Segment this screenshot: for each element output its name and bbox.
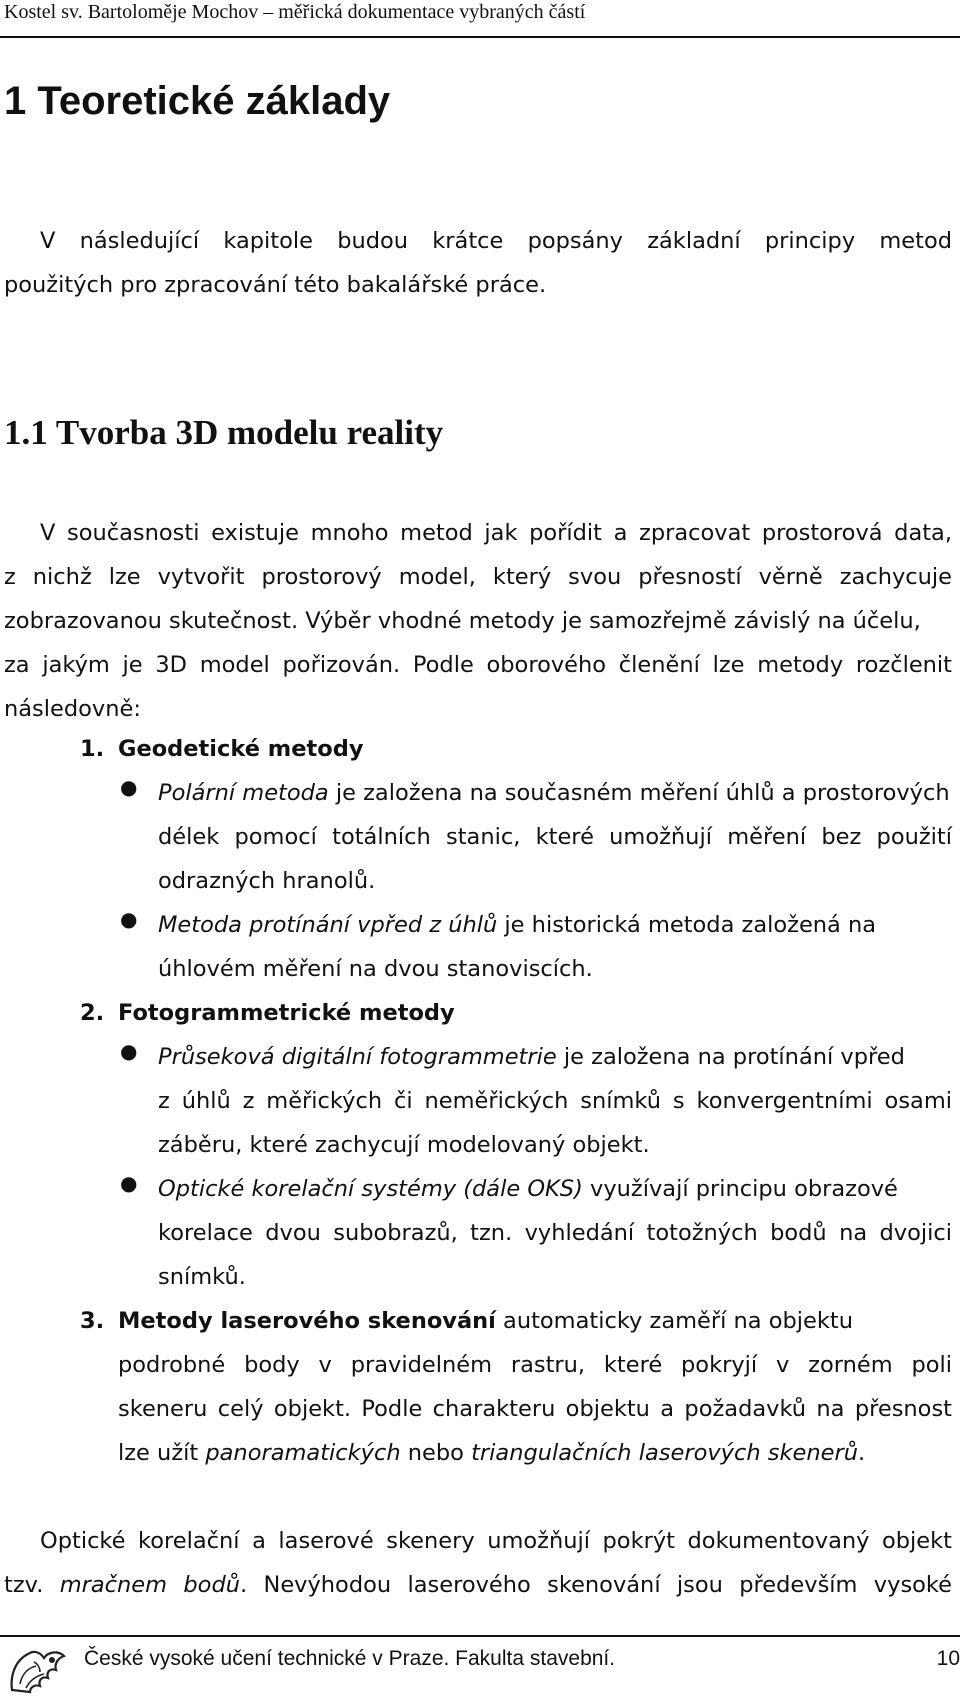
- bullet-2-2-line-3: snímků.: [158, 1264, 246, 1290]
- para1-line-3a: zobrazovanou skutečnost.: [4, 608, 299, 634]
- bullet-1-2-em: Metoda protínání vpřed z úhlů: [158, 912, 498, 938]
- bullet-icon: ●: [120, 1039, 138, 1063]
- bullet-2-1-l1: je založena na protínání vpřed: [556, 1044, 905, 1070]
- intro-line-1: V následující kapitole budou krátce popsány základní principy metod: [40, 228, 952, 254]
- chapter-title: 1 Teoretické základy: [4, 79, 391, 123]
- bullet-2-1-em: Průseková digitální fotogrammetrie: [158, 1044, 557, 1070]
- list-title-1: Geodetické metody: [118, 736, 364, 762]
- bullet-2-1-line-3: záběru, které zachycují modelovaný objekt.: [158, 1132, 650, 1158]
- bullet-2-2-line-2: korelace dvou subobrazů, tzn. vyhledání totožných bodů na dvojici: [158, 1220, 952, 1246]
- list-item-3-l4c: .: [857, 1440, 866, 1466]
- bullet-1-1-line-3: odrazných hranolů.: [158, 868, 376, 894]
- running-header: [0, 0, 960, 38]
- bullet-2-2-em: Optické korelační systémy (dále OKS): [158, 1176, 583, 1202]
- list-item-3-line-2: podrobné body v pravidelném rastru, které pokryjí v zorném poli: [118, 1352, 952, 1378]
- list-item-3-l1: automaticky zaměří na objektu: [495, 1308, 853, 1334]
- para2-l2a: tzv.: [4, 1572, 60, 1598]
- para2-line-2: [4, 1563, 952, 1607]
- list-num-1: 1.: [80, 736, 105, 762]
- para1-line-1: V současnosti existuje mnoho metod jak pořídit a zpracovat prostorová data,: [40, 520, 952, 546]
- list-item-3-line-1: [118, 1299, 952, 1343]
- para2-l2b: . Nevýhodou laserového skenování jsou především vysoké: [240, 1572, 952, 1598]
- bullet-1-2-l1: je historická metoda založená na: [497, 912, 877, 938]
- para1-line-4: za jakým je 3D model pořizován. Podle oborového členění lze metody rozčlenit: [4, 652, 952, 678]
- para2-l2em: mračnem bodů: [59, 1572, 240, 1598]
- header-text: Kostel sv. Bartoloměje Mochov – měřická dokumentace vybraných částí: [4, 1, 586, 23]
- list-title-3: Metody laserového skenování: [118, 1308, 496, 1334]
- bullet-1-1-l1: je založena na současném měření úhlů a prostorových: [328, 780, 950, 806]
- bullet-icon: ●: [120, 1171, 138, 1195]
- list-title-2: Fotogrammetrické metody: [118, 1000, 455, 1026]
- section-title: 1.1 Tvorba 3D modelu reality: [4, 413, 444, 452]
- university-logo-icon: [4, 1640, 74, 1694]
- page-number: 10: [936, 1647, 960, 1670]
- footer-text: České vysoké učení technické v Praze. Fakulta stavební.: [84, 1647, 616, 1670]
- bullet-2-1-line-2: z úhlů z měřických či neměřických snímků s konvergentními osami: [158, 1088, 952, 1114]
- bullet-2-1-line-1: [158, 1035, 952, 1079]
- bullet-icon: ●: [120, 775, 138, 799]
- bullet-icon: ●: [120, 907, 138, 931]
- intro-line-2: použitých pro zpracování této bakalářské práce.: [4, 272, 547, 298]
- bullet-1-2-line-1: [158, 903, 952, 947]
- list-num-3: 3.: [80, 1308, 105, 1334]
- bullet-2-2-l1: využívají principu obrazové: [582, 1176, 898, 1202]
- para1-line-2: z nichž lze vytvořit prostorový model, který svou přesností věrně zachycuje: [4, 564, 952, 590]
- para1-line-3b: Výběr vhodné metody je samozřejmě závislý na účelu,: [305, 608, 921, 634]
- list-num-2: 2.: [80, 1000, 105, 1026]
- para1-line-5: následovně:: [4, 696, 141, 722]
- para2-line-1: Optické korelační a laserové skenery umožňují pokrýt dokumentovaný objekt: [40, 1528, 952, 1554]
- bullet-1-1-line-2: délek pomocí totálních stanic, které umožňují měření bez použití: [158, 824, 952, 850]
- bullet-1-1-line-1: [158, 771, 952, 815]
- list-item-3-l4em1: panoramatických: [205, 1440, 401, 1466]
- list-item-3-l4a: lze užít: [118, 1440, 206, 1466]
- para1-line-3: [4, 599, 952, 643]
- bullet-1-1-em: Polární metoda: [158, 780, 329, 806]
- list-item-3-line-4: [118, 1431, 952, 1475]
- bullet-1-2-line-2: úhlovém měření na dvou stanoviscích.: [158, 956, 593, 982]
- list-item-3-line-3: skeneru celý objekt. Podle charakteru objektu a požadavků na přesnost: [118, 1396, 952, 1422]
- list-item-3-l4b: nebo: [400, 1440, 472, 1466]
- bullet-2-2-line-1: [158, 1167, 952, 1211]
- list-item-3-l4em2: triangulačních laserových skenerů: [471, 1440, 858, 1466]
